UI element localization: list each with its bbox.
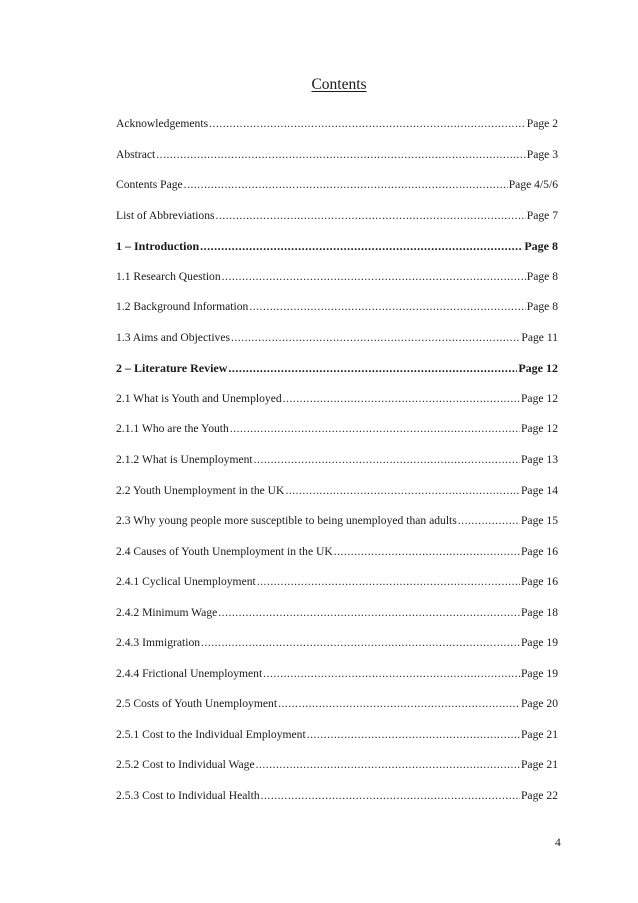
toc-entry-label: 2.5.1 Cost to the Individual Employment	[116, 727, 306, 741]
toc-entry-page: Page 22	[520, 789, 558, 803]
toc-entry-label: 2.4.1 Cyclical Unemployment	[116, 575, 256, 589]
toc-entry-label: 2.1.2 What is Unemployment	[116, 453, 253, 467]
toc-leader-dots	[254, 450, 520, 470]
toc-entry-page: Page 21	[520, 727, 558, 741]
toc-leader-dots	[261, 786, 520, 806]
toc-leader-dots	[156, 145, 525, 165]
toc-entry-label: Contents Page	[116, 178, 183, 192]
toc-entry-label: 2.4.4 Frictional Unemployment	[116, 666, 263, 680]
toc-leader-dots	[458, 511, 520, 531]
toc-entry-page: Page 13	[520, 453, 558, 467]
toc-leader-dots	[222, 267, 526, 287]
toc-leader-dots	[249, 297, 525, 317]
toc-entry-page: Page 21	[520, 758, 558, 772]
toc-entry-label: 1 – Introduction	[116, 239, 200, 254]
toc-entry-page: Page 8	[526, 300, 558, 314]
toc-leader-dots	[231, 328, 520, 348]
toc-entry-page: Page 20	[520, 697, 558, 711]
toc-leader-dots	[334, 542, 520, 562]
toc-entry-page: Page 4/5/6	[508, 178, 558, 192]
toc-entry	[116, 419, 566, 450]
toc-entry-label: 2.4.2 Minimum Wage	[116, 605, 218, 619]
toc-entry	[116, 694, 566, 725]
toc-entry-page: Page 12	[520, 422, 558, 436]
toc-entry-page: Page 16	[520, 575, 558, 589]
toc-entry-label: 2 – Literature Review	[116, 361, 228, 376]
toc-entry-label: 2.4.3 Immigration	[116, 636, 201, 650]
toc-leader-dots	[218, 603, 520, 623]
toc-entry-label: 2.1.1 Who are the Youth	[116, 422, 229, 436]
toc-leader-dots	[216, 206, 526, 226]
toc-leader-dots	[257, 572, 520, 592]
toc-entry-label: 2.4 Causes of Youth Unemployment in the UK	[116, 544, 333, 558]
toc-entry-label: 2.1 What is Youth and Unemployed	[116, 391, 282, 405]
toc-leader-dots	[201, 633, 520, 653]
toc-entry-label: Abstract	[116, 147, 156, 161]
toc-entry	[116, 114, 566, 145]
toc-leader-dots	[278, 694, 520, 714]
toc-entry	[116, 450, 566, 481]
toc-leader-dots	[209, 114, 526, 134]
toc-entry-label: List of Abbreviations	[116, 208, 215, 222]
toc-entry	[116, 389, 566, 420]
toc-entry-label: 2.2 Youth Unemployment in the UK	[116, 483, 285, 497]
toc-entry	[116, 786, 566, 817]
toc-leader-dots	[200, 236, 523, 256]
toc-leader-dots	[184, 175, 508, 195]
table-of-contents	[116, 114, 566, 817]
toc-entry-page: Page 3	[526, 147, 558, 161]
toc-entry	[116, 633, 566, 664]
toc-entry-page: Page 8	[524, 239, 558, 254]
toc-entry	[116, 481, 566, 512]
toc-entry	[116, 572, 566, 603]
toc-entry-page: Page 19	[520, 666, 558, 680]
toc-entry	[116, 664, 566, 695]
toc-entry	[116, 358, 566, 389]
toc-leader-dots	[230, 419, 520, 439]
toc-leader-dots	[256, 755, 520, 775]
toc-entry-page: Page 8	[526, 269, 558, 283]
toc-leader-dots	[285, 481, 520, 501]
toc-entry	[116, 145, 566, 176]
toc-leader-dots	[263, 664, 520, 684]
toc-entry	[116, 725, 566, 756]
toc-entry-page: Page 14	[520, 483, 558, 497]
toc-entry-page: Page 18	[520, 605, 558, 619]
toc-entry-label: 2.3 Why young people more susceptible to being unemployed than adults	[116, 514, 457, 528]
page-title: Contents	[311, 76, 367, 93]
toc-leader-dots	[228, 358, 517, 378]
toc-entry	[116, 328, 566, 359]
page-number: 4	[555, 836, 561, 849]
toc-entry	[116, 175, 566, 206]
toc-entry-label: 1.1 Research Question	[116, 269, 221, 283]
toc-entry	[116, 236, 566, 267]
toc-entry-label: 1.2 Background Information	[116, 300, 249, 314]
toc-entry	[116, 297, 566, 328]
toc-entry	[116, 755, 566, 786]
toc-entry-page: Page 12	[520, 391, 558, 405]
toc-entry-label: 1.3 Aims and Objectives	[116, 330, 230, 344]
toc-leader-dots	[307, 725, 520, 745]
toc-entry	[116, 511, 566, 542]
toc-entry	[116, 267, 566, 298]
toc-entry-page: Page 12	[518, 361, 558, 376]
toc-entry	[116, 542, 566, 573]
toc-entry-page: Page 16	[520, 544, 558, 558]
toc-entry-label: 2.5 Costs of Youth Unemployment	[116, 697, 278, 711]
toc-entry-label: 2.5.3 Cost to Individual Health	[116, 789, 260, 803]
toc-entry-label: 2.5.2 Cost to Individual Wage	[116, 758, 255, 772]
toc-entry-label: Acknowledgements	[116, 117, 209, 130]
toc-entry-page: Page 7	[526, 208, 558, 222]
toc-entry	[116, 206, 566, 237]
toc-entry-page: Page 19	[520, 636, 558, 650]
toc-entry-page: Page 11	[521, 330, 558, 344]
toc-entry	[116, 603, 566, 634]
toc-entry-page: Page 2	[526, 117, 558, 130]
toc-leader-dots	[283, 389, 520, 409]
toc-entry-page: Page 15	[520, 514, 558, 528]
